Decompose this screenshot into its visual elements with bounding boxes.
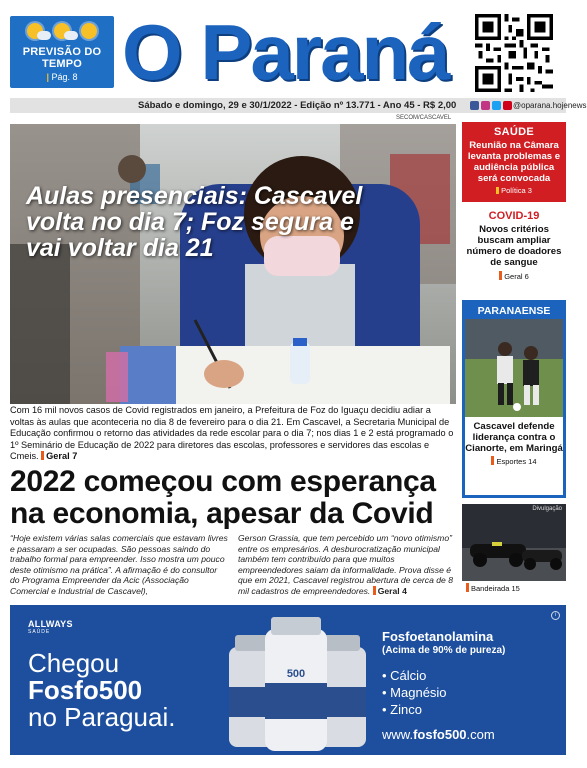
twitter-icon[interactable]: [492, 101, 501, 110]
cloud-icon: [64, 31, 78, 40]
cloud-icon: [37, 31, 51, 40]
ad-headline: Chegou Fosfo500 no Paraguai.: [28, 648, 176, 732]
ref-marker: [41, 451, 44, 460]
covid-page-ref: Geral 6: [462, 271, 566, 281]
saude-page-ref: Política 3: [466, 186, 562, 195]
newspaper-logo[interactable]: O Paraná: [122, 8, 449, 96]
weather-box[interactable]: [10, 16, 114, 88]
youtube-icon[interactable]: [503, 101, 512, 110]
right-sidebar: [462, 122, 566, 594]
story-column-2: Gerson Grassia, que tem percebido um “novo otimismo” entre os empresários. A desburocratização municipal também tem contribuído para que muitos empreendedores saiam da informalidade. Prova disse é que em 2021, Cascavel registrou abertura de cerca de 8 mil cadastros de empreendedores. Geral 4: [238, 533, 453, 596]
ingredient-item: • Zinco: [382, 701, 447, 718]
caption-page-ref[interactable]: Geral 7: [41, 451, 77, 461]
lead-caption: [10, 405, 456, 463]
covid-text: Novos critérios buscam ampliar número de doadores de sangue: [466, 224, 562, 268]
svg-text:500: 500: [286, 668, 306, 680]
caption-text: Com 16 mil novos casos de Covid registrados em janeiro, a Prefeitura de Foz do Iguaçu decidiu adiar a voltas às aulas que aconteceria no dia 8 de fevereiro para o dia 21. Em Cascavel, a Secretaria Municipal de Educação confirmou o retorno das atividades da rede escolar para o dia 7; nos dias 1 e 2 está programado o 1º Seminário de Educação de 2022 para diretores das escolas, professores e servidores das escolas e Cmeis.: [10, 405, 454, 462]
ad-product-title: Fosfoetanolamina: [382, 629, 494, 644]
bandeirada-teaser[interactable]: [462, 504, 566, 594]
main-story-title[interactable]: 2022 começou com esperança na economia, apesar da Covid: [10, 465, 436, 530]
sun-icon: [81, 23, 97, 39]
weather-icons: [10, 16, 114, 46]
saude-teaser[interactable]: [462, 122, 566, 202]
social-icons[interactable]: [470, 101, 512, 110]
saude-text: Reunião na Câmara levanta problemas e audiência pública será convocada: [467, 140, 561, 184]
bandeirada-credit: Divulgação: [532, 506, 562, 512]
qr-code-icon[interactable]: [475, 14, 553, 92]
story-column-1: “Hoje existem várias salas comerciais que estavam livres e passaram a ser ocupadas. São pessoas saindo do trabalho formal para empreender. Isso mostra um pouco deste otimismo na prática”. A afirmação é do consultor do Programa Empreender da Acic (Associação Comercial e Industrial de Cascavel),: [10, 533, 228, 596]
weather-label: PREVISÃO DO TEMPO: [22, 46, 102, 70]
main-story-body: [10, 533, 456, 597]
story-page-ref[interactable]: Geral 4: [373, 586, 407, 596]
instagram-icon[interactable]: [481, 101, 490, 110]
ingredient-item: • Cálcio: [382, 667, 447, 684]
ingredient-item: • Magnésio: [382, 684, 447, 701]
facebook-icon[interactable]: [470, 101, 479, 110]
social-handle[interactable]: @oparana.hojenews: [513, 101, 587, 110]
edition-date: Sábado e domingo, 29 e 30/1/2022 - Edição nº 13.771 - Ano 45 - R$ 2,00: [138, 100, 457, 111]
ad-website-link[interactable]: www.fosfo500.com: [382, 727, 495, 742]
paranaense-text: Cascavel defende liderança contra o Cianorte, em Maringá: [465, 421, 563, 454]
saude-tag: SAÚDE: [493, 126, 534, 138]
fosfo500-advertisement[interactable]: [10, 605, 566, 755]
bandeirada-page-ref: Bandeirada 15: [462, 581, 566, 594]
weather-page-ref: | Pág. 8: [46, 72, 78, 82]
lead-headline[interactable]: Aulas presenciais: Cascavel volta no dia 7; Foz segura e vai voltar dia 21: [26, 182, 363, 262]
paranaense-page-ref: Esportes 14: [465, 456, 563, 466]
covid-teaser[interactable]: [462, 210, 566, 294]
football-photo: [465, 319, 563, 417]
ad-info-icon[interactable]: i: [551, 611, 560, 620]
covid-tag: COVID-19: [488, 210, 540, 222]
lead-photo[interactable]: [10, 124, 456, 404]
bottles-icon: [225, 617, 370, 753]
ad-product-subtitle: (Acima de 90% de pureza): [382, 645, 506, 656]
ref-marker: [373, 586, 376, 595]
ad-ingredient-list: [382, 667, 447, 718]
dateline-bar: [10, 98, 587, 113]
paranaense-tag: PARANAENSE: [465, 303, 563, 319]
paranaense-teaser[interactable]: [462, 300, 566, 498]
photo-credit: SECOM/CASCAVEL: [396, 115, 452, 121]
ad-brand-logo: ALLWAYS SAÚDE: [28, 619, 73, 635]
